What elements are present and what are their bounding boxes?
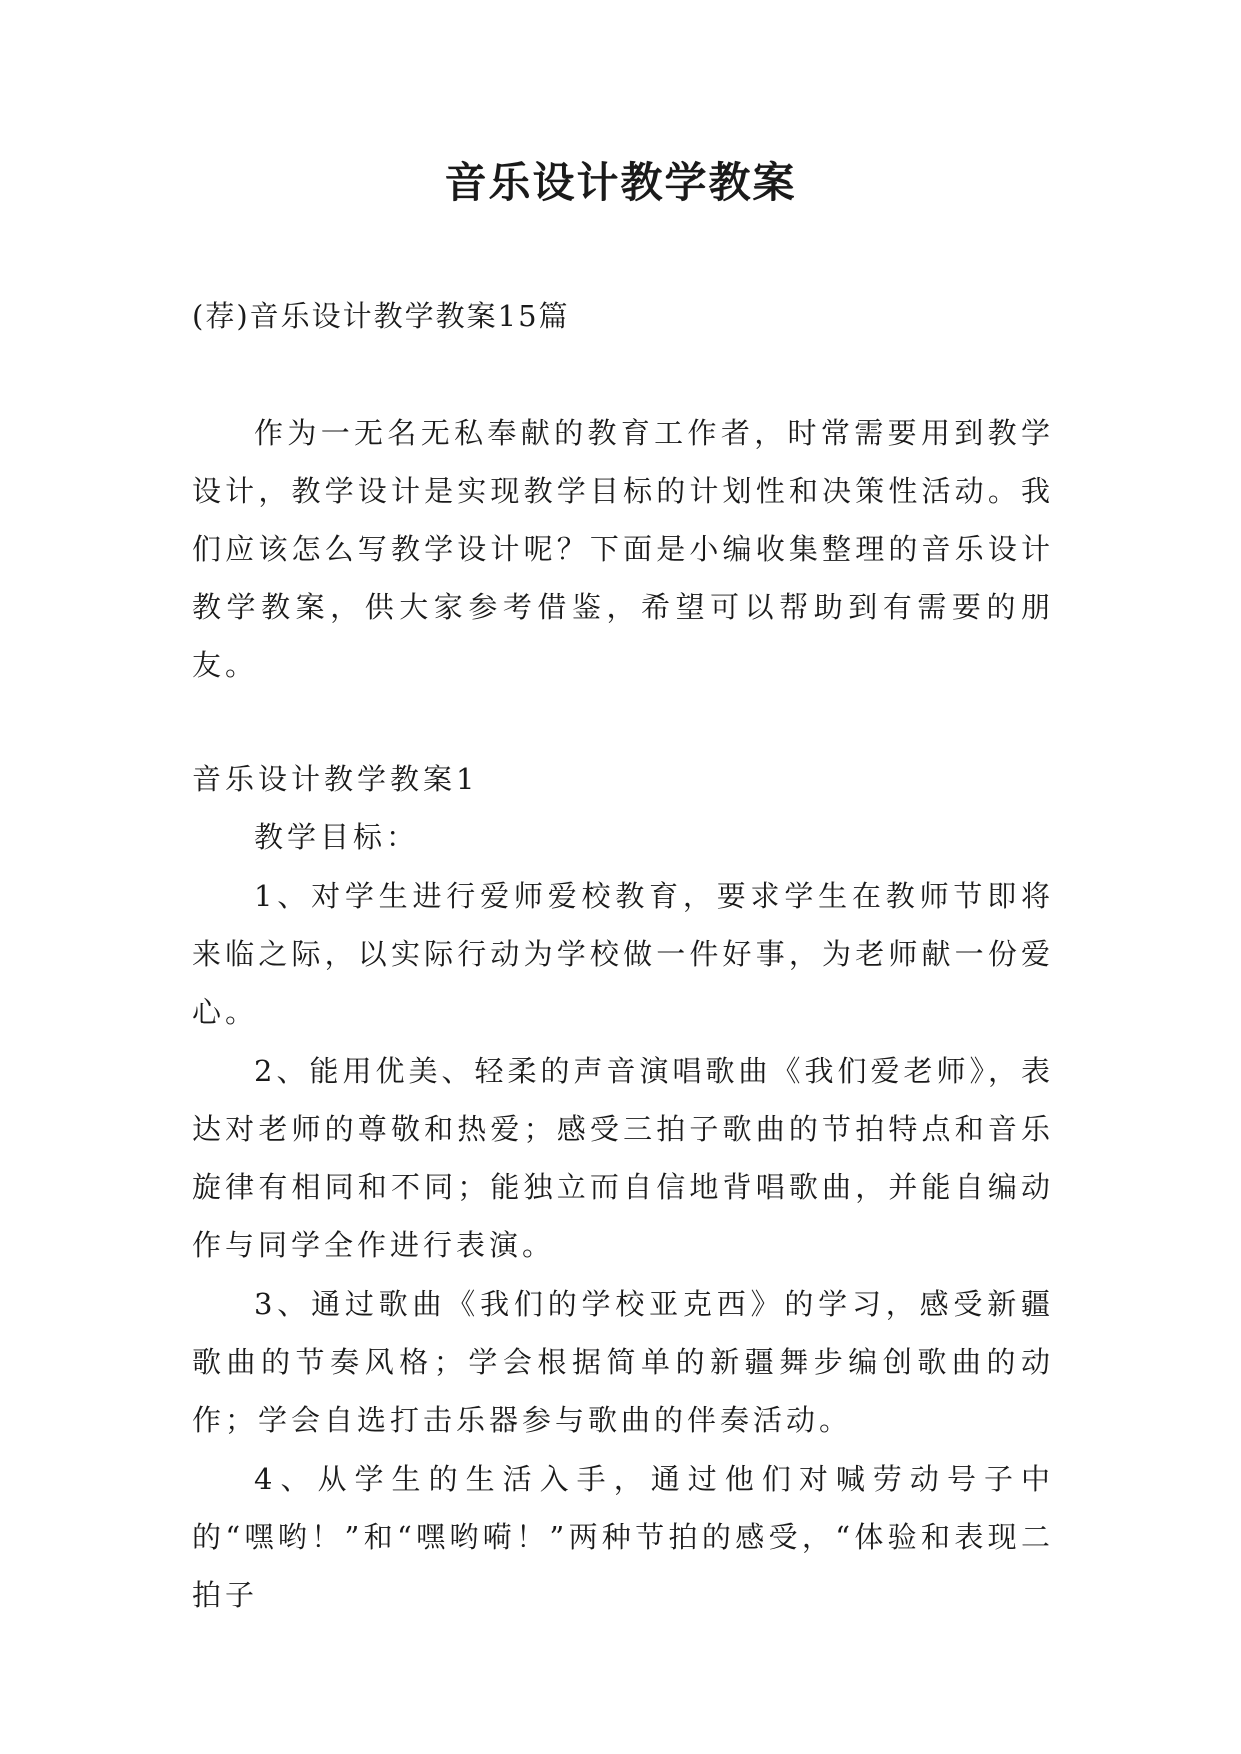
intro-block bbox=[192, 404, 1054, 694]
objectives-label: 教学目标： bbox=[254, 820, 420, 854]
lesson-section-1 bbox=[192, 750, 1054, 1624]
objective-item: 4、从学生的生活入手，通过他们对喊劳动号子中的“嘿哟！”和“嘿哟嗬！”两种节拍的感受，“体验和表现二拍子 bbox=[192, 1462, 1054, 1612]
document-title: 音乐设计教学教案 bbox=[444, 158, 797, 207]
document-subtitle: (荐)音乐设计教学教案15篇 bbox=[192, 299, 570, 333]
objective-item: 1、对学生进行爱师爱校教育，要求学生在教师节即将来临之际，以实际行动为学校做一件好事，为老师献一份爱心。 bbox=[192, 879, 1054, 1029]
intro-paragraph: 作为一无名无私奉献的教育工作者，时常需要用到教学设计，教学设计是实现教学目标的计划性和决策性活动。我们应该怎么写教学设计呢？下面是小编收集整理的音乐设计教学教案，供大家参考借鉴，希望可以帮助到有需要的朋友。 bbox=[192, 416, 1054, 682]
objective-item: 2、能用优美、轻柔的声音演唱歌曲《我们爱老师》，表达对老师的尊敬和热爱；感受三拍子歌曲的节拍特点和音乐旋律有相同和不同；能独立而自信地背唱歌曲，并能自编动作与同学全作进行表演。 bbox=[192, 1054, 1054, 1262]
section-heading: 音乐设计教学教案1 bbox=[192, 762, 479, 796]
objective-item: 3、通过歌曲《我们的学校亚克西》的学习，感受新疆歌曲的节奏风格；学会根据简单的新疆舞步编创歌曲的动作；学会自选打击乐器参与歌曲的伴奏活动。 bbox=[192, 1287, 1054, 1437]
